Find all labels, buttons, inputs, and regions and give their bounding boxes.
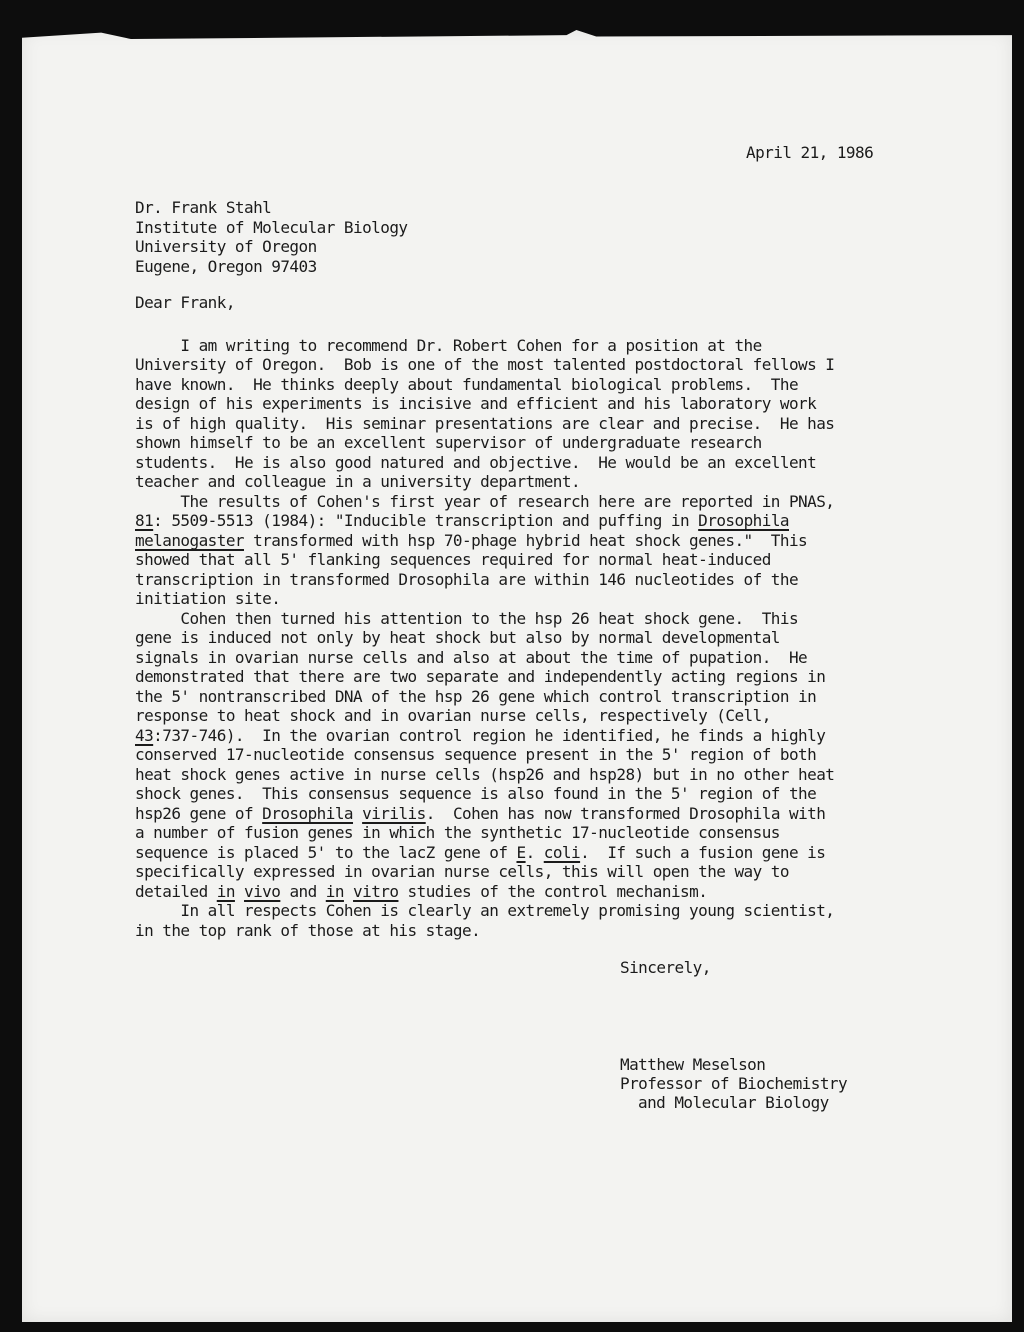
volume-number: 43 xyxy=(135,726,154,745)
body-text xyxy=(353,804,362,823)
recipient-university: University of Oregon xyxy=(135,237,317,256)
body-text: sequence is placed 5' to the lacZ gene of xyxy=(135,843,517,862)
body-line: gene is induced not only by heat shock but also by normal developmental xyxy=(135,628,780,647)
body-line: signals in ovarian nurse cells and also at about the time of pupation. He xyxy=(135,648,808,667)
body-line: response to heat shock and in ovarian nurse cells, respectively (Cell, xyxy=(135,706,771,725)
body-line xyxy=(135,843,825,863)
species-name: melanogaster xyxy=(135,531,244,550)
body-line: students. He is also good natured and objective. He would be an excellent xyxy=(135,453,817,472)
salutation: Dear Frank, xyxy=(135,293,235,312)
body-line: is of high quality. His seminar presentations are clear and precise. He has xyxy=(135,414,835,433)
species-name: Drosophila xyxy=(698,511,789,530)
body-line: conserved 17-nucleotide consensus sequence present in the 5' region of both xyxy=(135,745,817,764)
body-text: hsp26 gene of xyxy=(135,804,263,823)
body-text: : 5509-5513 (1984): "Inducible transcription and puffing in xyxy=(153,511,699,530)
body-text xyxy=(344,882,353,901)
body-line: shock genes. This consensus sequence is also found in the 5' region of the xyxy=(135,784,817,803)
latin-term: in xyxy=(325,882,344,901)
body-text xyxy=(235,882,244,901)
body-line: shown himself to be an excellent supervisor of undergraduate research xyxy=(135,433,762,452)
body-line: in the top rank of those at his stage. xyxy=(135,921,481,940)
recipient-city: Eugene, Oregon 97403 xyxy=(135,257,317,276)
body-line xyxy=(135,804,825,824)
body-line: University of Oregon. Bob is one of the most talented postdoctoral fellows I xyxy=(135,355,835,374)
body-line: specifically expressed in ovarian nurse cells, this will open the way to xyxy=(135,862,789,881)
letter-date: April 21, 1986 xyxy=(746,143,874,162)
body-line: transcription in transformed Drosophila are within 146 nucleotides of the xyxy=(135,570,799,589)
signature-title: Professor of Biochemistry xyxy=(620,1074,848,1093)
body-line: In all respects Cohen is clearly an extremely promising young scientist, xyxy=(135,901,835,920)
species-name: virilis xyxy=(362,804,426,823)
species-name: coli xyxy=(543,843,581,862)
body-text: studies of the control mechanism. xyxy=(398,882,708,901)
body-line xyxy=(135,531,807,551)
body-text: and xyxy=(280,882,326,901)
body-text: detailed xyxy=(135,882,217,901)
body-text: :737-746). In the ovarian control region he identified, he finds a highly xyxy=(153,726,826,745)
body-text: transformed with hsp 70-phage hybrid heat shock genes." This xyxy=(244,531,808,550)
body-text: . Cohen has now transformed Drosophila with xyxy=(425,804,826,823)
body-line: the 5' nontranscribed DNA of the hsp 26 gene which control transcription in xyxy=(135,687,817,706)
body-line xyxy=(135,726,825,746)
body-line: I am writing to recommend Dr. Robert Cohen for a position at the xyxy=(135,336,762,355)
body-line: initiation site. xyxy=(135,589,281,608)
latin-term: vivo xyxy=(244,882,281,901)
body-line: have known. He thinks deeply about fundamental biological problems. The xyxy=(135,375,799,394)
body-line xyxy=(135,882,707,902)
body-line xyxy=(135,511,789,531)
latin-term: vitro xyxy=(353,882,399,901)
latin-term: in xyxy=(216,882,235,901)
body-line: heat shock genes active in nurse cells (hsp26 and hsp28) but in no other heat xyxy=(135,765,835,784)
body-line: Cohen then turned his attention to the hsp 26 heat shock gene. This xyxy=(135,609,799,628)
body-line: design of his experiments is incisive and efficient and his laboratory work xyxy=(135,394,817,413)
body-line: demonstrated that there are two separate and independently acting regions in xyxy=(135,667,826,686)
signature-name: Matthew Meselson xyxy=(620,1055,766,1074)
body-text: . xyxy=(525,843,544,862)
signature-title: and Molecular Biology xyxy=(638,1093,829,1112)
body-line: teacher and colleague in a university department. xyxy=(135,472,581,491)
volume-number: 81 xyxy=(135,511,154,530)
recipient-name: Dr. Frank Stahl xyxy=(135,198,272,217)
species-name: Drosophila xyxy=(262,804,354,823)
closing: Sincerely, xyxy=(620,958,711,977)
species-name: E xyxy=(516,843,526,862)
body-line: showed that all 5' flanking sequences required for normal heat-induced xyxy=(135,550,771,569)
body-line: The results of Cohen's first year of research here are reported in PNAS, xyxy=(135,492,835,511)
recipient-institute: Institute of Molecular Biology xyxy=(135,218,408,237)
body-text: . If such a fusion gene is xyxy=(580,843,826,862)
body-line: a number of fusion genes in which the synthetic 17-nucleotide consensus xyxy=(135,823,780,842)
